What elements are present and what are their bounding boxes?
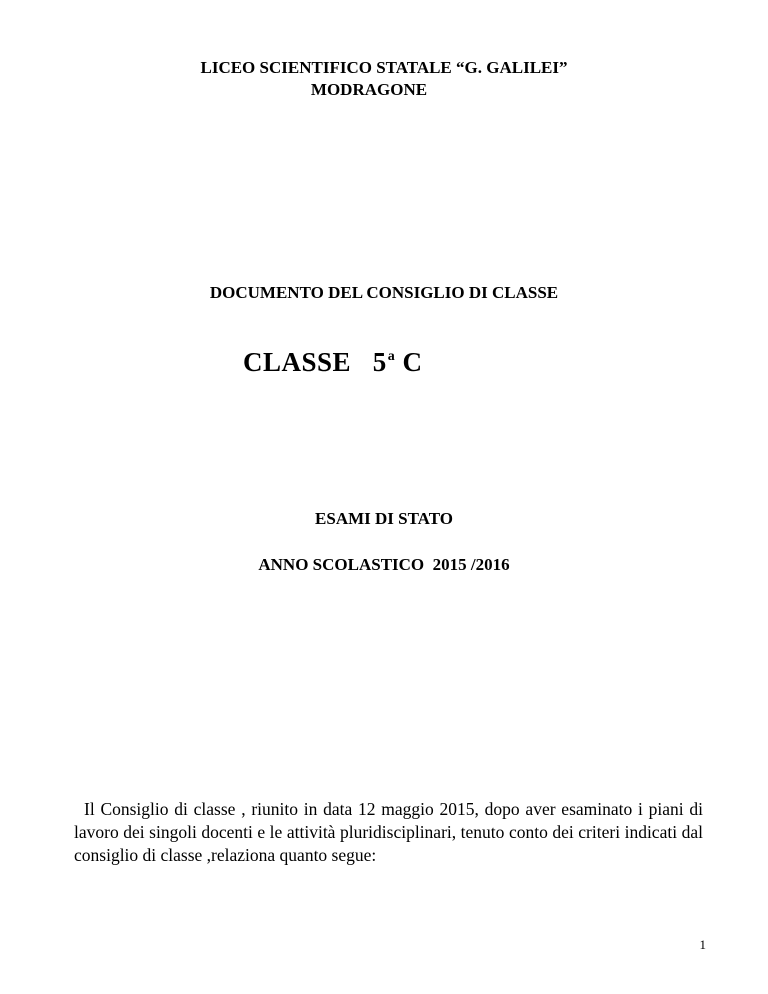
class-label: CLASSE 5 [243,347,387,377]
school-city: MODRAGONE [310,80,428,99]
intro-paragraph: Il Consiglio di classe , riunito in data 12 maggio 2015, dopo aver esaminato i piani di lavoro dei singoli docenti e le attività pluridisciplinari, tenuto conto dei criteri indicati dal consiglio di classe ,relaziona quanto segue: [74,799,703,865]
class-ordinal-superscript: a [387,349,396,364]
class-heading [243,347,423,378]
school-name: LICEO SCIENTIFICO STATALE “G. GALILEI” [200,58,568,77]
exam-title: ESAMI DI STATO [315,509,453,528]
school-year: ANNO SCOLASTICO 2015 /2016 [258,555,510,574]
class-section: C [395,347,423,377]
page-number: 1 [699,937,706,952]
document-title: DOCUMENTO DEL CONSIGLIO DI CLASSE [209,283,559,302]
